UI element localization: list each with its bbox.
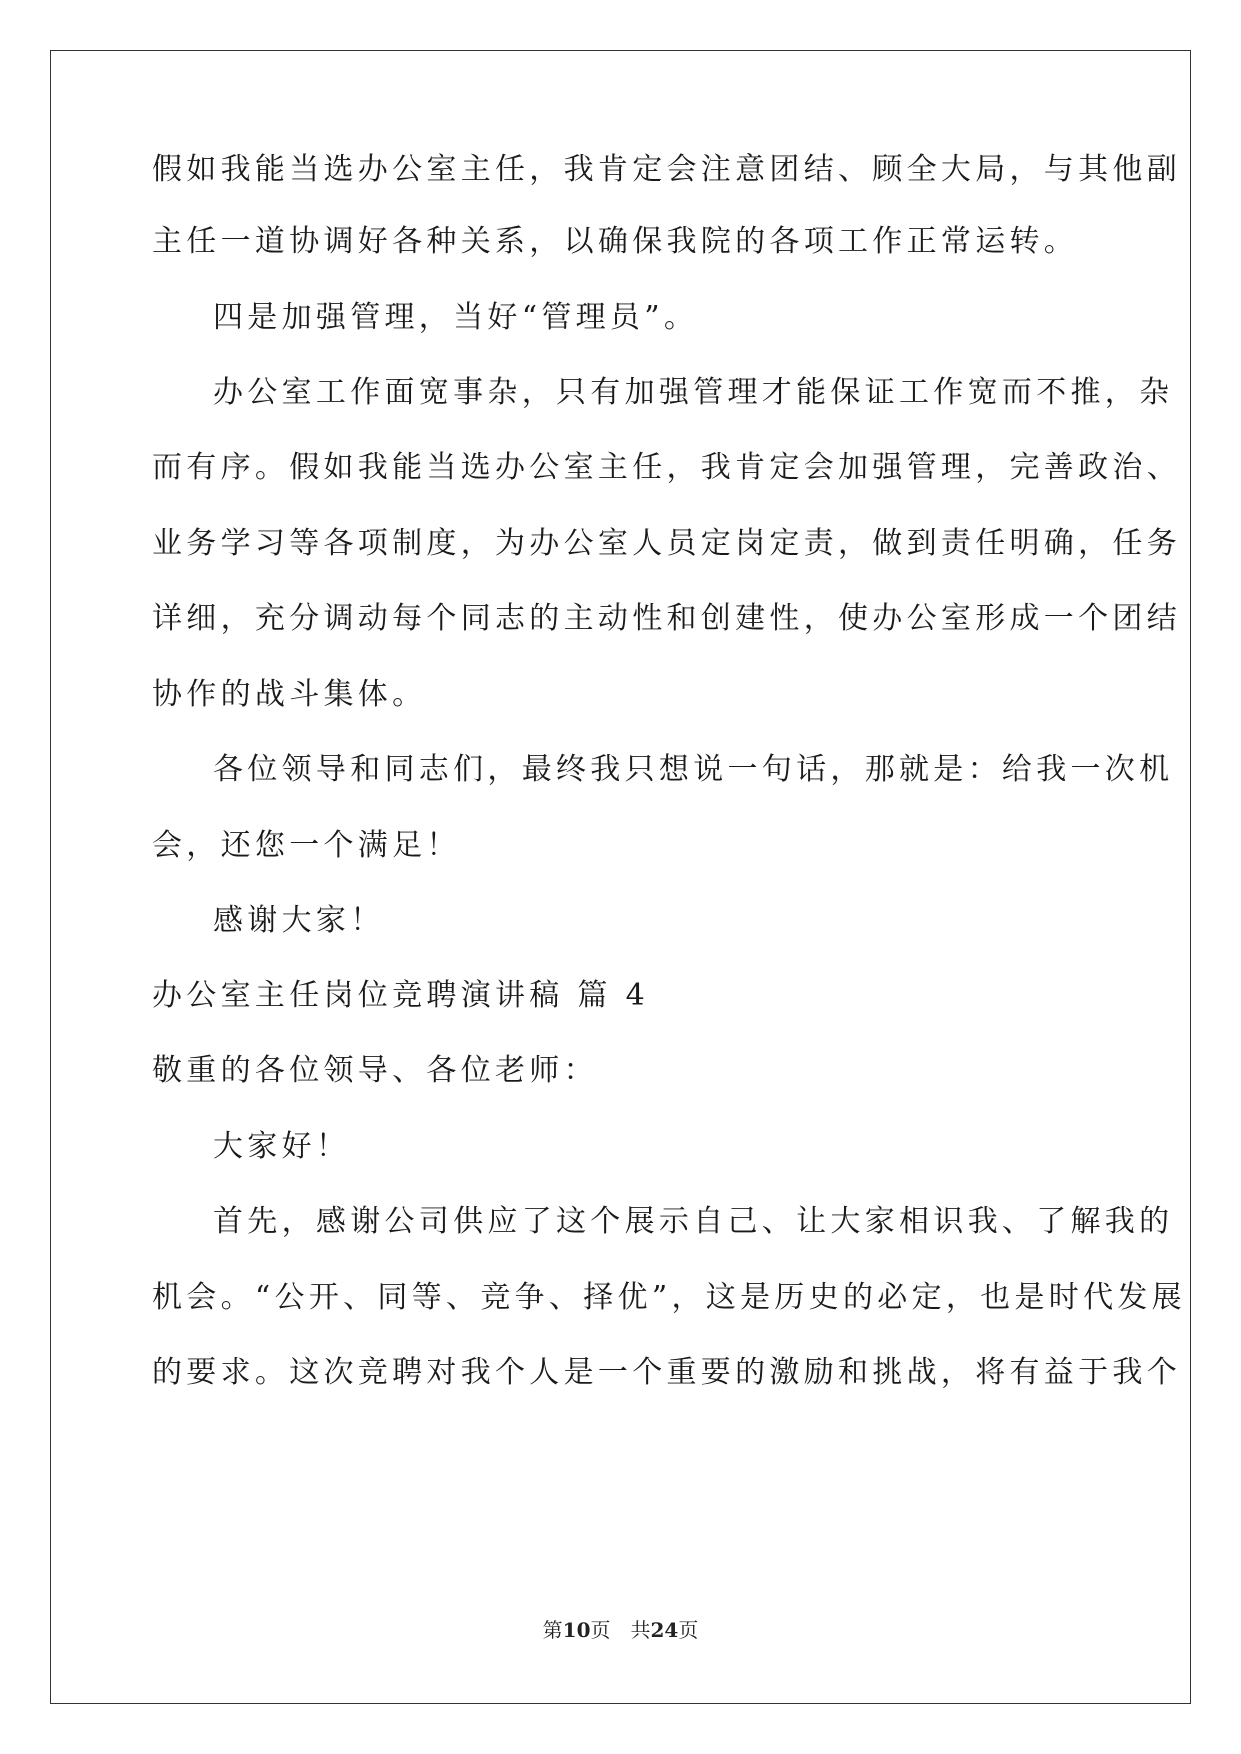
paragraph-line: 办公室工作面宽事杂，只有加强管理才能保证工作宽而不推，杂 <box>213 375 1174 410</box>
paragraph-line: 协作的战斗集体。 <box>152 677 427 712</box>
paragraph-line: 首先，感谢公司供应了这个展示自己、让大家相识我、了解我的 <box>213 1204 1174 1239</box>
current-page-number: 10 <box>562 1618 591 1642</box>
paragraph-line: 各位领导和同志们，最终我只想说一句话，那就是：给我一次机 <box>213 752 1174 787</box>
greeting: 大家好！ <box>213 1129 351 1164</box>
page-footer <box>0 1614 1241 1643</box>
paragraph-line: 主任一道协调好各种关系，以确保我院的各项工作正常运转。 <box>152 224 1079 259</box>
paragraph-line: 假如我能当选办公室主任，我肯定会注意团结、顾全大局，与其他副 <box>152 152 1181 187</box>
footer-suffix: 页 <box>678 1618 699 1642</box>
section-title: 办公室主任岗位竞聘演讲稿 篇 4 <box>152 978 649 1013</box>
footer-prefix: 第 <box>542 1618 563 1642</box>
paragraph-line: 的要求。这次竞聘对我个人是一个重要的激励和挑战，将有益于我个 <box>152 1355 1181 1390</box>
paragraph-line: 而有序。假如我能当选办公室主任，我肯定会加强管理，完善政治、 <box>152 450 1181 485</box>
section-heading: 四是加强管理，当好“管理员”。 <box>213 300 699 335</box>
paragraph-line: 业务学习等各项制度，为办公室人员定岗定责，做到责任明确，任务 <box>152 526 1181 561</box>
paragraph-line: 详细，充分调动每个同志的主动性和创建性，使办公室形成一个团结 <box>152 601 1181 636</box>
total-pages-number: 24 <box>650 1618 679 1642</box>
paragraph-line: 感谢大家！ <box>213 903 385 938</box>
footer-mid: 页 共 <box>590 1618 651 1642</box>
paragraph-line: 会，还您一个满足！ <box>152 828 461 863</box>
salutation: 敬重的各位领导、各位老师： <box>152 1053 598 1088</box>
paragraph-line: 机会。“公开、同等、竞争、择优”，这是历史的必定，也是时代发展 <box>152 1280 1186 1315</box>
